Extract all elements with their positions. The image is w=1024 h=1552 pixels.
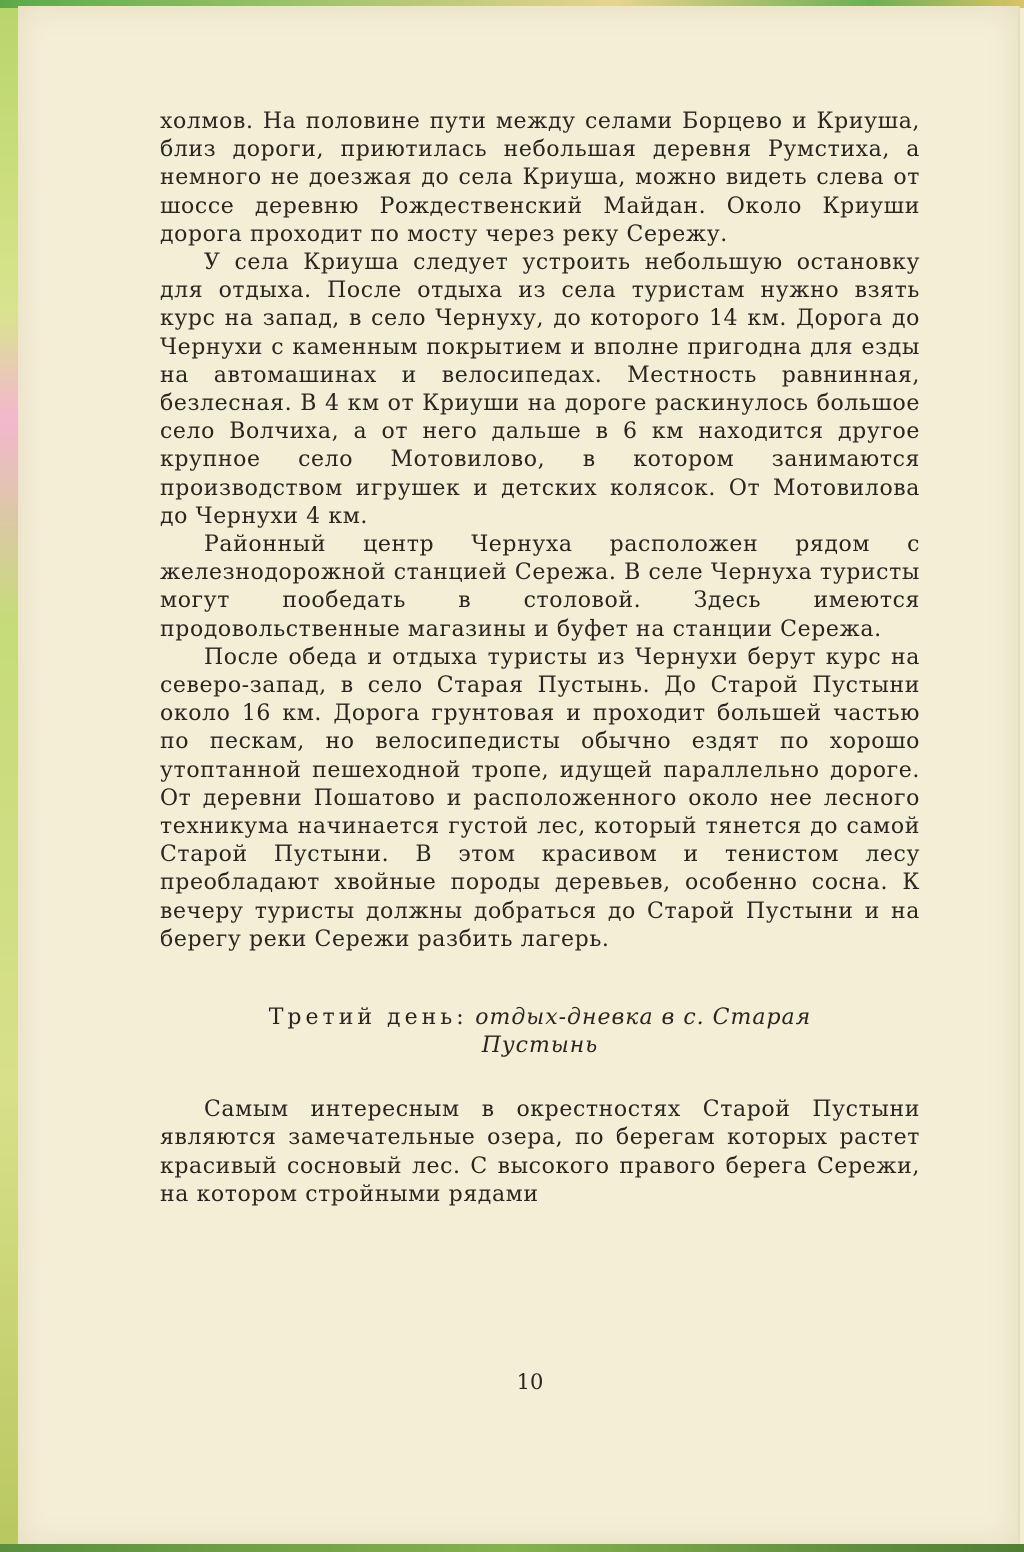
cover-edge-bottom (0, 1544, 1024, 1552)
paragraph: холмов. На половине пути между селами Борцево и Криуша, близ дороги, приютилась небольшая деревня Румстиха, а немного не доезжая до села Криуша, можно видеть слева от шоссе деревню Рождественский Майдан. Около Криуши дорога проходит по мосту через реку Сережу. (160, 109, 920, 247)
paragraph: Самым интересным в окрестностях Старой Пустыни являются замечательные озера, по берегам которых растет красивый сосновый лес. С высокого правого берега Сережи, на котором стройными рядами (160, 1097, 920, 1207)
paragraph: Районный центр Чернуха расположен рядом с железнодорожной станцией Сережа. В селе Чернуха туристы могут пообедать в столовой. Здесь имеются продовольственные магазины и буфет на станции Сережа. (160, 532, 920, 642)
body-text (160, 108, 920, 1209)
section-heading-title: отдых-дневка в с. Старая (475, 1005, 812, 1031)
page-number: 10 (516, 1370, 544, 1394)
paragraph: У села Криуша следует устроить небольшую остановку для отдыха. После отдыха из села туристам нужно взять курс на запад, в село Чернуху, до которого 14 км. Дорога до Чернухи с каменным покрытием и вполне пригодна для езды на автомашинах и велосипедах. Местность равнинная, безлесная. В 4 км от Криуши на дороге раскинулось большое село Волчиха, а от него дальше в 6 км находится другое крупное село Мотовилово, в котором занимаются производством игрушек и детских колясок. От Мотовилова до Чернухи 4 км. (160, 250, 920, 529)
section-heading-title-continued: Пустынь (481, 1033, 599, 1059)
section-heading (160, 1004, 920, 1060)
cover-edge-left (0, 0, 18, 1552)
paragraph: После обеда и отдыха туристы из Чернухи берут курс на северо-запад, в село Старая Пустынь. До Старой Пустыни около 16 км. Дорога грунтовая и проходит большей частью по пескам, но велосипедисты обычно ездят по хорошо утоптанной пешеходной тропе, идущей параллельно дороге. От деревни Пошатово и расположенного около нее лесного техникума начинается густой лес, который тянется до самой Старой Пустыни. В этом красивом и тенистом лесу преобладают хвойные породы деревьев, особенно сосна. К вечеру туристы должны добраться до Старой Пустыни и на берегу реки Сережи разбить лагерь. (160, 644, 920, 952)
section-heading-label: Третий день: (268, 1005, 468, 1031)
